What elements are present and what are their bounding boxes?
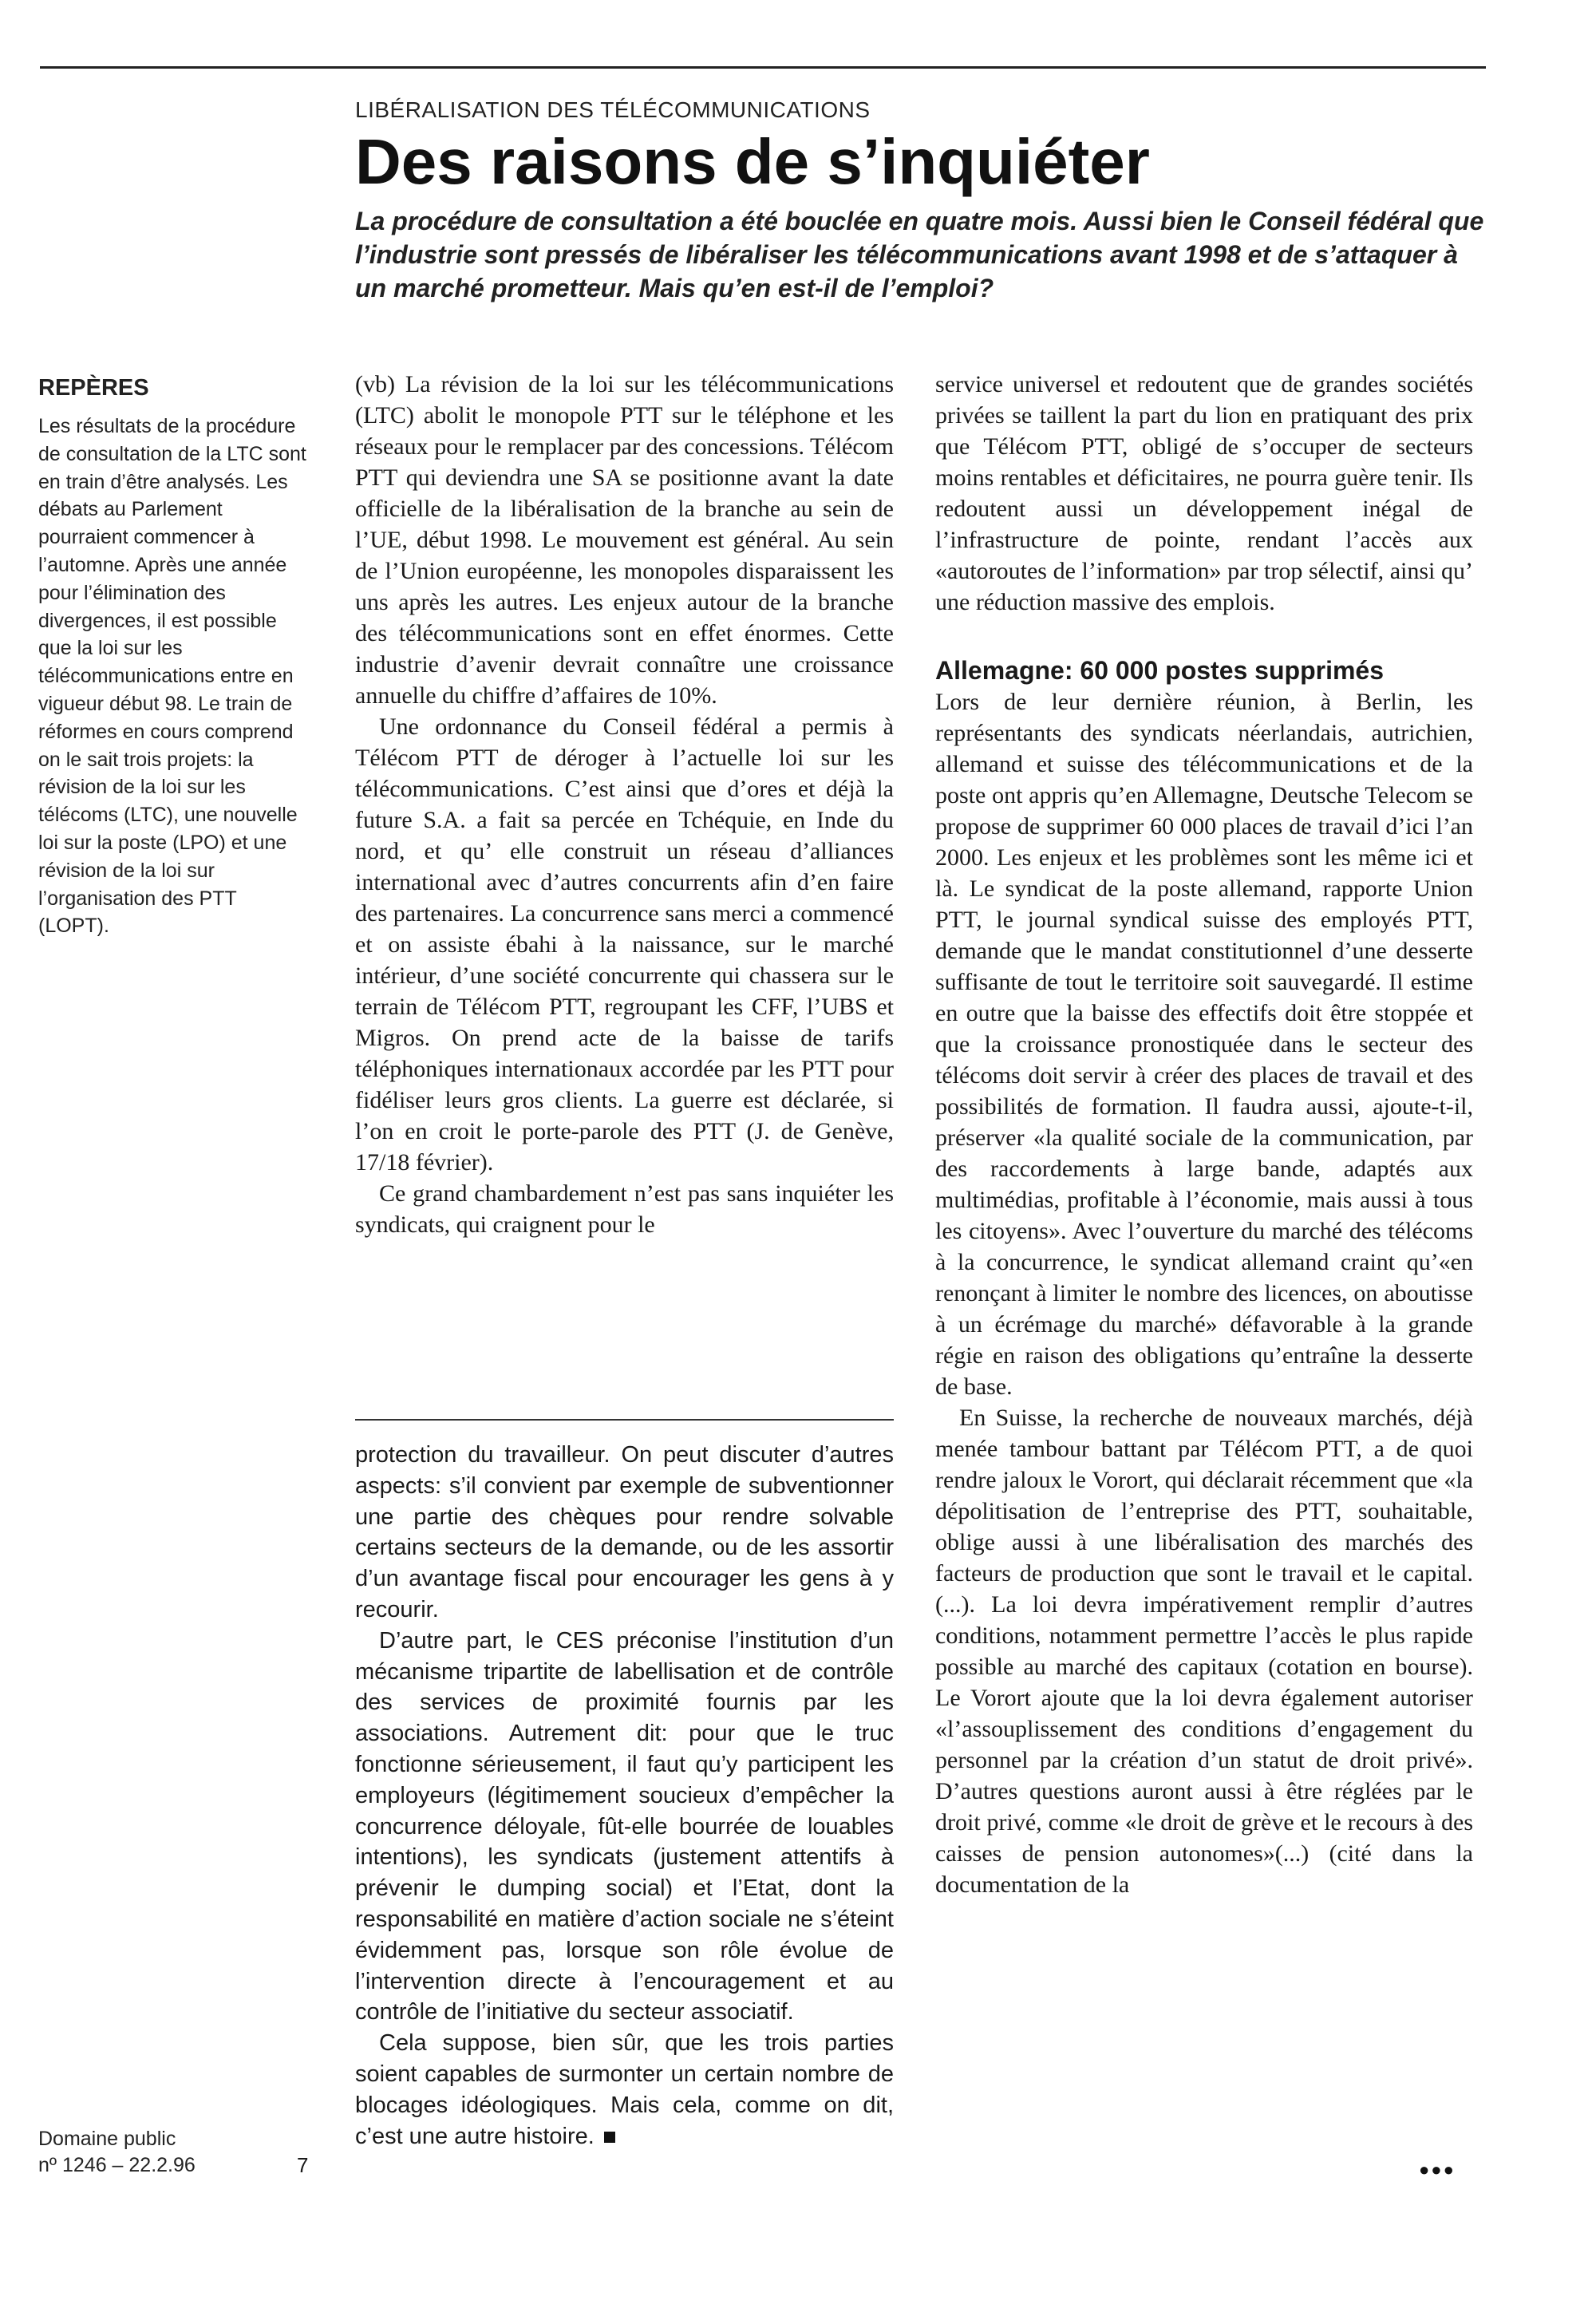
- paragraph-gap: [935, 618, 1473, 654]
- col1-paragraph-3: Ce grand chambardement n’est pas sans inquiéter les syndicats, qui craignent pour le: [355, 1180, 894, 1238]
- column-divider-rule: [355, 1419, 894, 1421]
- page-number: 7: [297, 2153, 309, 2177]
- article-lead: La procédure de consultation a été bouclée en quatre mois. Aussi bien le Conseil fédéral que l’industrie sont pressés de libéraliser les télécommunications avant 1998 et de s’attaquer à un marché prometteur. Mais qu’en est-il de l’emploi?: [355, 207, 1484, 302]
- col1-paragraph-1: (vb) La révision de la loi sur les télécommunications (LTC) abolit le monopole PTT sur le téléphone et les réseaux pour le remplacer par des concessions. Télécom PTT qui deviendra une SA se positionne avant la date officielle de la libéralisation de la branche au sein de l’UE, début 1998. Le mouvement est général. Au sein de l’Union européenne, les monopoles disparaissent les uns après les autres. Les enjeux autour de la branche des télécommunications sont en effet énormes. Cette industrie d’avenir devrait connaître une croissance annuelle du chiffre d’affaires de 10%.: [355, 371, 894, 709]
- section-kicker: LIBÉRALISATION DES TÉLÉCOMMUNICATIONS: [355, 97, 871, 122]
- col3-paragraph-1: service universel et redoutent que de grandes sociétés privées se taillent la part du lion en pratiquant des prix que Télécom PTT, obligé de s’occuper de secteurs moins rentables et déficitaires, ne pourra guère tenir. Ils redoutent aussi un développement inégal de l’infrastructure de pointe, rendant l’accès aux «autoroutes de l’information» par trop sélectif, ainsi qu’ une réduction massive des emplois.: [935, 371, 1473, 615]
- col3-paragraph-3: En Suisse, la recherche de nouveaux marchés, déjà menée tambour battant par Télécom PTT, a de quoi rendre jaloux le Vorort, qui déclarait récemment que «la dépolitisation de l’entreprise des PTT, souhaitable, oblige aussi à une libéralisation des marchés des facteurs de production que sont le travail et le capital.(...). La loi devra impérativement remplir d’autres conditions, notamment permettre l’accès le plus rapide possible au marché des capitaux (cotation en bourse). Le Vorort ajoute que la loi devra également autoriser «l’assouplissement des conditions d’engagement du personnel par la création d’un statut de droit privé». D’autres questions auront aussi à être réglées par le droit privé, comme «le droit de grève et le recours à des caisses de pension autonomes»(...) (cité dans la documentation de la: [935, 1405, 1473, 1898]
- continued-mark: ●●●: [1419, 2160, 1456, 2179]
- issue-number: nº 1246 – 22.2.96: [38, 2154, 196, 2176]
- column-3: [935, 369, 1473, 1900]
- col3-paragraph-2: Lors de leur dernière réunion, à Berlin, les représentants des syndicats néerlandais, autrichien, allemand et suisse des télécommunications et de la poste ont appris qu’en Allemagne, Deutsche Telecom se propose de supprimer 60 000 places de travail d’ici l’an 2000. Les enjeux et les problèmes sont les même ici et là. Le syndicat de la poste allemand, rapporte Union PTT, le journal syndical suisse des employés PTT, demande que le mandat constitutionnel d’une desserte suffisante de tout le territoire soit sauvegardé. Il estime en outre que la baisse des effectifs doit être stoppée et que la croissance pronostiquée dans le secteur des télécoms doit servir à créer des places de travail et des possibilités de formation. Il faudra aussi, ajoute-t-il, préserver «la qualité sociale de la communication, par des raccordements à large bande, adaptés aux multimédias, profitable à l’économie, mais aussi à tous les citoyens». Avec l’ouverture du marché des télécoms à la concurrence, le syndicat allemand craint qu’«en renonçant à limiter le nombre des licences, on aboutisse à un écrémage du marché» défavorable à la grande régie en raison des obligations qu’entraîne la desserte de base.: [935, 689, 1473, 1400]
- column-1: [355, 369, 894, 1406]
- col2-paragraph-3-text: Cela suppose, bien sûr, que les trois parties soient capables de surmonter un certain nombre de blocages idéologiques. Mais cela, comme on dit, c’est une autre histoire.: [355, 2030, 894, 2149]
- sidebar-text: Les résultats de la procédure de consultation de la LTC sont en train d’être analysés. Les débats au Parlement pourraient commencer à l’automne. Après une année pour l’élimination des divergences, il est possible que la loi sur les télécommunications entre en vigueur début 98. Le train de réformes en cours comprend on le sait trois projets: la révision de la loi sur les télécoms (LTC), une nouvelle loi sur la poste (LPO) et une révision de la loi sur l’organisation des PTT (LOPT).: [38, 415, 306, 938]
- col3-subheading: Allemagne: 60 000 postes supprimés: [935, 656, 1384, 685]
- article-header: [355, 97, 1488, 305]
- col2-paragraph-3: [355, 2028, 894, 2152]
- footer-publication: [38, 2126, 196, 2179]
- end-of-article-mark: [604, 2132, 615, 2143]
- article-title: Des raisons de s’inquiéter: [355, 126, 1150, 197]
- column-2: [355, 1440, 894, 2152]
- reperes-sidebar: [38, 375, 310, 940]
- sidebar-heading: REPÈRES: [38, 375, 149, 401]
- publication-name: Domaine public: [38, 2128, 176, 2150]
- col1-paragraph-2: Une ordonnance du Conseil fédéral a permis à Télécom PTT de déroger à l’actuelle loi sur les télécommunications. C’est ainsi que d’ores et déjà la future S.A. a fait sa percée en Tchéquie, en Inde du nord, et qu’ elle construit un réseau d’alliances international avec d’autres concurrents afin d’en faire des partenaires. La concurrence sans merci a commencé et on assiste ébahi à la naissance, sur le marché intérieur, d’une société concurrente qui chassera sur le terrain de Télécom PTT, regroupant les CFF, l’UBS et Migros. On prend acte de la baisse de tarifs téléphoniques internationaux accordée par les PTT pour fidéliser leurs gros clients. La guerre est déclarée, si l’on en croit le porte-parole des PTT (J. de Genève, 17/18 février).: [355, 713, 894, 1176]
- col2-paragraph-2: D’autre part, le CES préconise l’institution d’un mécanisme tripartite de labellisation et de contrôle des services de proximité fournis par les associations. Autrement dit: pour que le truc fonctionne sérieusement, il faut qu’y participent les employeurs (légitimement soucieux d’empêcher la concurrence déloyale, fût-elle bourrée de louables intentions), les syndicats (justement attentifs à prévenir le dumping social) et l’Etat, dont la responsabilité en matière d’action sociale ne s’éteint évidemment pas, lorsque son rôle évolue de l’intervention directe à l’encouragement et au contrôle de l’initiative du secteur associatif.: [355, 1627, 894, 2025]
- col2-paragraph-1: protection du travailleur. On peut discuter d’autres aspects: s’il convient par exemple de subventionner une partie des chèques pour rendre solvable certains secteurs de la demande, ou de les assortir d’un avantage fiscal pour encourager les gens à y recourir.: [355, 1442, 894, 1622]
- top-rule: [40, 66, 1486, 69]
